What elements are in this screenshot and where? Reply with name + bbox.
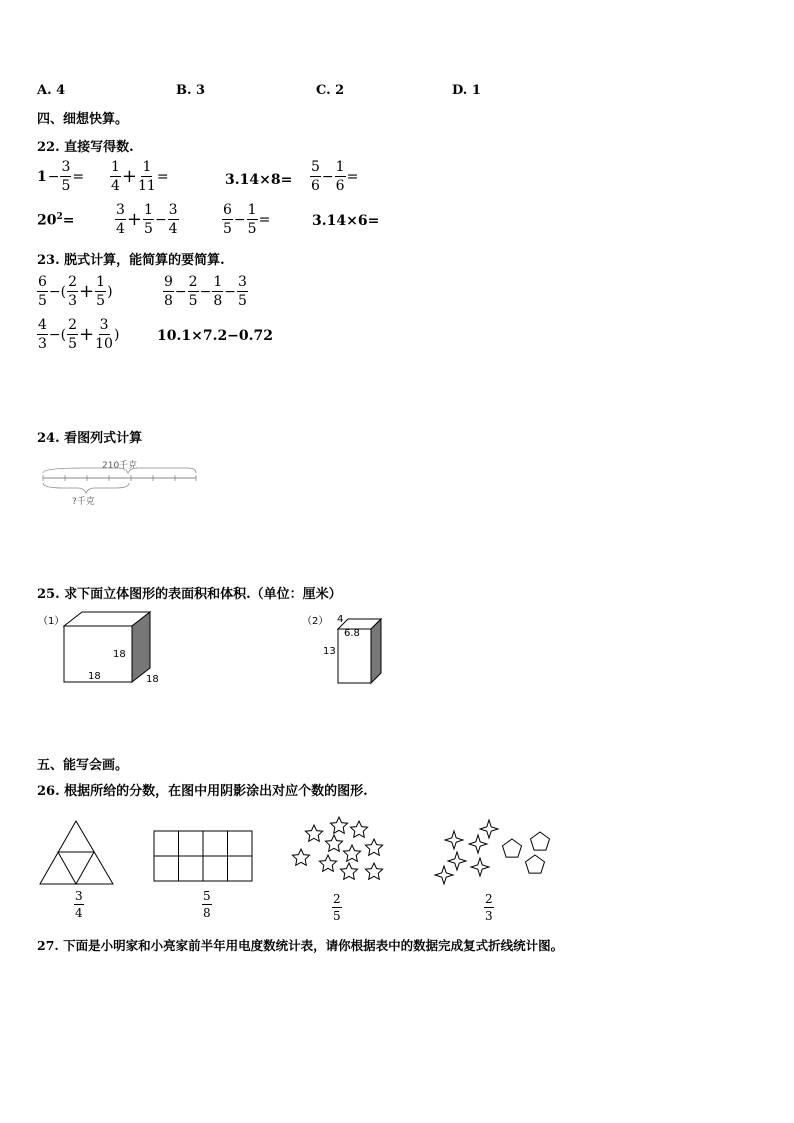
option-d: D. 1 (452, 83, 481, 98)
q23-title: 23. 脱式计算，能简算的要简算. (37, 253, 225, 268)
q22-expr-8: 3.14×6= (312, 213, 380, 229)
cube-figure (60, 610, 155, 688)
q26-title: 26. 根据所给的分数，在图中用阴影涂出对应个数的图形. (37, 784, 368, 799)
fraction-label-2: $\frac{5}{8}$ (203, 889, 211, 920)
grid-figure (153, 830, 255, 884)
q25-fig1-tag: （1） (38, 616, 65, 627)
fraction-label-4: $\frac{2}{3}$ (485, 892, 493, 923)
option-c: C. 2 (316, 83, 345, 98)
option-b: B. 3 (176, 83, 206, 98)
q22-expr-5: $20^2=$ (37, 212, 75, 229)
cuboid-figure (335, 617, 385, 687)
q22-expr-3: 3.14×8= (225, 172, 293, 188)
prism-width-label: 6.8 (344, 628, 360, 639)
q24-bottom-label: ?千克 (72, 497, 95, 507)
q24-title: 24. 看图列式计算 (37, 431, 143, 446)
q22-expr-7: $\frac{6}{5}$ − $\frac{1}{5}$ = (223, 202, 271, 237)
q22-expr-6: $\frac{3}{4}$ + $\frac{1}{5}$ − $\frac{3}{4}$ (116, 202, 178, 237)
q23-expr-2: $\frac{9}{8}$ − $\frac{2}{5}$ − $\frac{1}{8}$ − $\frac{3}{5}$ (164, 274, 247, 309)
q24-top-label: 210千克 (102, 461, 138, 471)
section-4-heading: 四、细想快算。 (37, 112, 129, 127)
prism-height-label: 13 (323, 646, 336, 657)
fraction-label-3: $\frac{2}{5}$ (333, 892, 341, 923)
section-5-heading: 五、能写会画。 (37, 758, 129, 773)
q25-title: 25. 求下面立体图形的表面积和体积.（单位：厘米） (37, 587, 342, 602)
q22-expr-1: 1 − $\frac{3}{5}$ = (37, 159, 85, 194)
q25-fig2-tag: （2） (302, 616, 329, 627)
option-a: A. 4 (37, 83, 66, 98)
q22-expr-2: $\frac{1}{4}$ + $\frac{1}{11}$ = (111, 159, 169, 194)
fraction-label-1: $\frac{3}{4}$ (75, 889, 83, 920)
prism-depth-label: 4 (337, 614, 344, 625)
cube-length-label: 18 (88, 671, 101, 682)
triangle-figure (38, 818, 118, 888)
stars-figure (286, 810, 391, 892)
stars-pentagons-figure (432, 815, 562, 887)
q27-title: 27. 下面是小明家和小亮家前半年用电度数统计表，请你根据表中的数据完成复式折线统计图。 (37, 938, 564, 953)
q22-expr-4: $\frac{5}{6}$ − $\frac{1}{6}$ = (311, 159, 359, 194)
q23-expr-3: $\frac{4}{3}$ −( $\frac{2}{5}$ + $\frac{3}{10}$ ) (38, 317, 120, 352)
segment-diagram (38, 466, 200, 496)
cube-depth-label: 18 (146, 674, 159, 685)
q23-expr-4: 10.1×7.2−0.72 (157, 328, 274, 344)
cube-height-label: 18 (113, 649, 126, 660)
q22-title: 22. 直接写得数. (37, 140, 134, 155)
q23-expr-1: $\frac{6}{5}$ −( $\frac{2}{3}$ + $\frac{1}{5}$ ) (38, 274, 113, 309)
